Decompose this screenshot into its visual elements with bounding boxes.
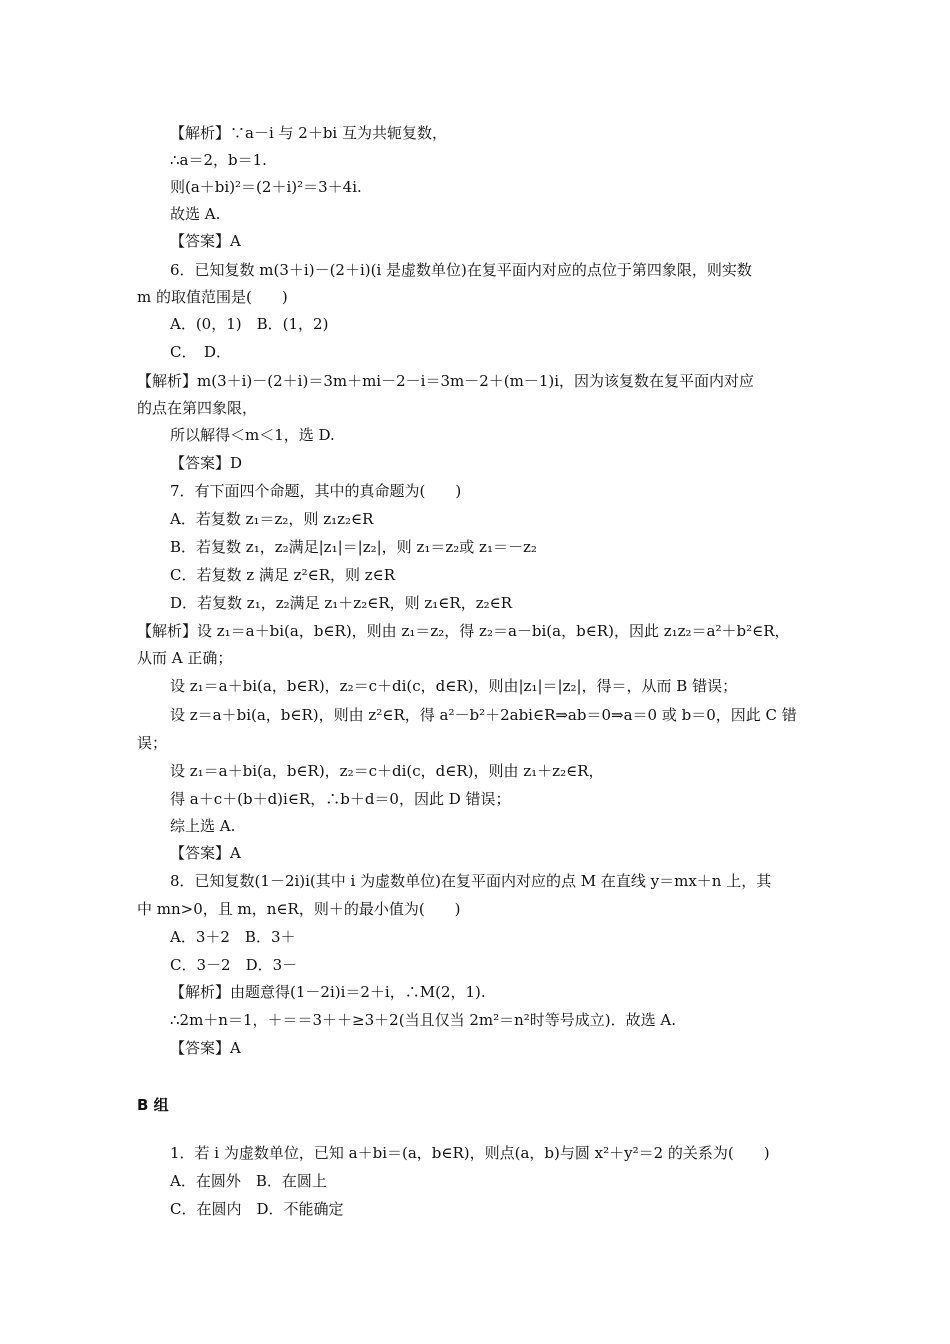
- question-7-stem: 7．有下面四个命题，其中的真命题为( ): [170, 482, 462, 500]
- question-6-options-cd: C． D．: [170, 343, 232, 361]
- b-question-1-options-cd: C．在圆内 D．不能确定: [170, 1200, 344, 1218]
- answer-6: 【答案】D: [170, 454, 243, 472]
- solution-7-line-7: 得 a＋c＋(b＋d)i∈R，∴b＋d＝0，因此 D 错误；: [170, 790, 511, 808]
- question-8-options-cd: C．3－2 D．3－: [170, 956, 298, 974]
- solution-7-line-1: 【解析】设 z₁＝a＋bi(a，b∈R)，则由 z₁＝z₂，得 z₂＝a－bi(a，b∈R)，因此 z₁z₂＝a²＋b²∈R，: [137, 622, 790, 640]
- solution-7-line-5: 误；: [137, 734, 168, 752]
- solution-7-line-8: 综上选 A.: [170, 817, 236, 835]
- solution-7-line-3: 设 z₁＝a＋bi(a，b∈R)，z₂＝c＋di(c，d∈R)，则由|z₁|＝|z₂|，得＝，从而 B 错误；: [170, 677, 738, 695]
- solution-5-line-1: 【解析】∵a－i 与 2＋bi 互为共轭复数，: [170, 124, 447, 142]
- question-6-line-2: m 的取值范围是( ): [137, 288, 288, 306]
- question-6-options-ab: A．(0，1) B．(1，2): [170, 315, 329, 333]
- solution-5-line-4: 故选 A.: [170, 205, 221, 223]
- question-7-option-c: C．若复数 z 满足 z²∈R，则 z∈R: [170, 566, 396, 584]
- question-7-option-b: B．若复数 z₁，z₂满足|z₁|＝|z₂|，则 z₁＝z₂或 z₁＝－z₂: [170, 538, 537, 556]
- question-7-option-a: A．若复数 z₁＝z₂，则 z₁z₂∈R: [170, 510, 374, 528]
- answer-8: 【答案】A: [170, 1039, 241, 1057]
- question-8-line-2: 中 mn>0，且 m，n∈R，则＋的最小值为( ): [137, 900, 461, 918]
- section-heading-b: B 组: [137, 1096, 169, 1114]
- question-8-line-1: 8．已知复数(1－2i)i(其中 i 为虚数单位)在复平面内对应的点 M 在直线 y＝mx＋n 上，其: [170, 872, 772, 890]
- solution-7-line-4: 设 z＝a＋bi(a，b∈R)，则由 z²∈R，得 a²－b²＋2abi∈R⇒ab＝0⇒a＝0 或 b＝0，因此 C 错: [170, 706, 797, 724]
- answer-5: 【答案】A: [170, 232, 241, 250]
- b-question-1-options-ab: A．在圆外 B．在圆上: [170, 1172, 327, 1190]
- b-question-1-stem: 1．若 i 为虚数单位，已知 a＋bi＝(a，b∈R)，则点(a，b)与圆 x²＋y²＝2 的关系为( ): [170, 1144, 770, 1162]
- answer-7: 【答案】A: [170, 844, 241, 862]
- solution-7-line-6: 设 z₁＝a＋bi(a，b∈R)，z₂＝c＋di(c，d∈R)，则由 z₁＋z₂∈R，: [170, 762, 604, 780]
- solution-8-line-2: ∴2m＋n＝1，＋＝＝3＋＋≥3＋2(当且仅当 2m²＝n²时等号成立)．故选 A.: [170, 1011, 677, 1029]
- solution-5-line-3: 则(a＋bi)²＝(2＋i)²＝3＋4i.: [170, 178, 362, 196]
- question-8-options-ab: A．3＋2 B．3＋: [170, 928, 296, 946]
- question-7-option-d: D．若复数 z₁，z₂满足 z₁＋z₂∈R，则 z₁∈R，z₂∈R: [170, 594, 513, 612]
- solution-6-line-2: 的点在第四象限，: [137, 399, 258, 417]
- solution-6-line-3: 所以解得＜m＜1，选 D.: [170, 426, 335, 444]
- solution-5-line-2: ∴a＝2，b＝1.: [170, 151, 267, 169]
- question-6-line-1: 6．已知复数 m(3＋i)－(2＋i)(i 是虚数单位)在复平面内对应的点位于第四象限，则实数: [170, 261, 752, 279]
- solution-7-line-2: 从而 A 正确；: [137, 649, 233, 667]
- solution-8-line-1: 【解析】由题意得(1－2i)i＝2＋i，∴M(2，1).: [170, 983, 486, 1001]
- solution-6-line-1: 【解析】m(3＋i)－(2＋i)＝3m＋mi－2－i＝3m－2＋(m－1)i，因为该复数在复平面内对应: [137, 372, 755, 390]
